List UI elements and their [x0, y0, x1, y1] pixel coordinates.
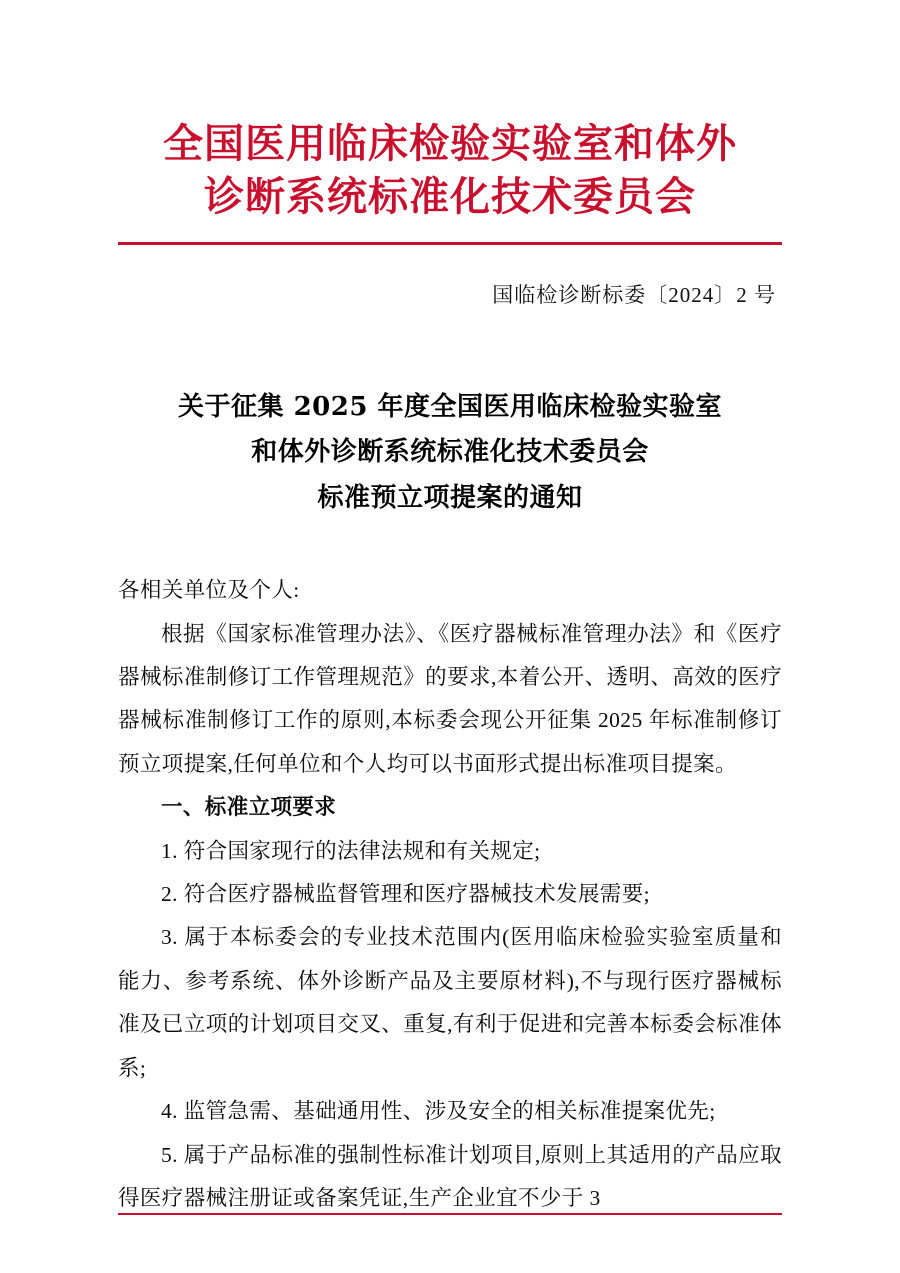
page-title-line-2: 和体外诊断系统标准化技术委员会	[251, 437, 649, 468]
letterhead-line-1: 全国医用临床检验实验室和体外	[163, 121, 737, 167]
document-number: 国临检诊断标委〔2024〕2 号	[492, 282, 776, 307]
salutation: 各相关单位及个人:	[118, 578, 300, 603]
requirement-item-3: 3. 属于本标委会的专业技术范围内(医用临床检验实验室质量和能力、参考系统、体外诊断产品及主要原材料),不与现行医疗器械标准及已立项的计划项目交叉、重复,有利于促进和完善本标委会标准体系;	[118, 925, 782, 1080]
letterhead-red-rule	[118, 242, 782, 245]
footer-red-rule	[118, 1213, 782, 1215]
page-title-line-3: 标准预立项提案的通知	[317, 482, 583, 513]
letterhead-line-2: 诊断系统标准化技术委员会	[204, 173, 696, 220]
page-title	[118, 385, 782, 522]
paragraph-1: 根据《国家标准管理办法》、《医疗器械标准管理办法》和《医疗器械标准制修订工作管理规范》的要求,本着公开、透明、高效的医疗器械标准制修订工作的原则,本标委会现公开征集 2025 年标准制修订预立项提案,任何单位和个人均可以书面形式提出标准项目提案。	[118, 621, 782, 776]
letterhead	[118, 0, 782, 245]
document-number-row	[118, 279, 782, 309]
page-title-line-1: 关于征集 2025 年度全国医用临床检验实验室	[178, 391, 722, 422]
requirement-item-4: 4. 监管急需、基础通用性、涉及安全的相关标准提案优先;	[161, 1099, 716, 1124]
requirement-item-1: 1. 符合国家现行的法律法规和有关规定;	[161, 838, 541, 863]
requirement-item-2: 2. 符合医疗器械监督管理和医疗器械技术发展需要;	[161, 882, 650, 907]
body-text	[118, 569, 782, 1220]
section-heading-1: 一、标准立项要求	[161, 795, 337, 820]
document-content	[118, 0, 782, 1220]
requirement-item-5: 5. 属于产品标准的强制性标准计划项目,原则上其适用的产品应取得医疗器械注册证或备案凭证,生产企业宜不少于 3	[118, 1142, 782, 1210]
